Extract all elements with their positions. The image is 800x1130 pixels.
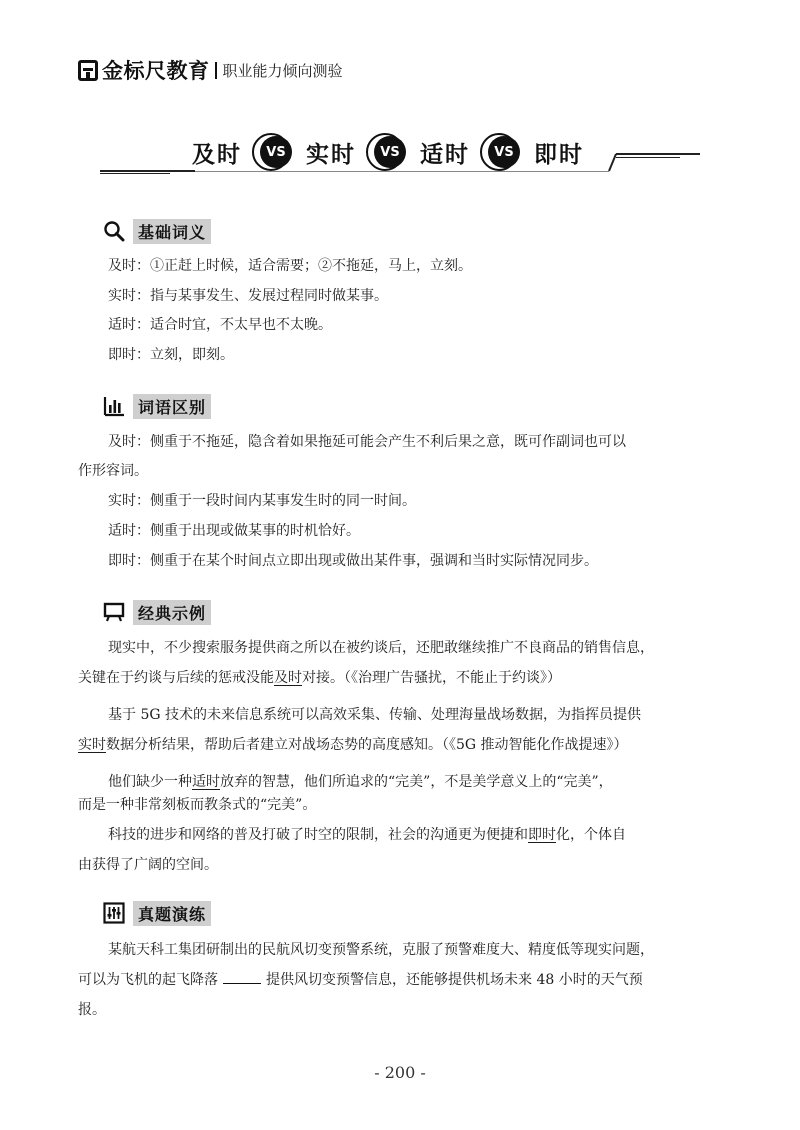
section-examples-title: 经典示例	[133, 600, 211, 625]
example-3-text-before: 他们缺少一种	[108, 774, 192, 790]
diff-line-2: 实时：侧重于一段时间内某事发生时的同一时间。	[108, 493, 416, 509]
basic-line-4: 即时：立刻，即刻。	[108, 347, 234, 363]
section-diff-title: 词语区别	[133, 394, 211, 419]
title-rule-left-thin	[100, 173, 170, 174]
title-rule-right-thin	[616, 157, 680, 158]
example-2-line-2	[78, 735, 628, 755]
practice-text-before: 可以为飞机的起飞降落	[78, 972, 218, 988]
diff-line-3: 适时：侧重于出现或做某事的时机恰好。	[108, 523, 360, 539]
basic-line-3: 适时：适合时宜，不太早也不太晚。	[108, 317, 332, 333]
basic-line-2: 实时：指与某事发生、发展过程同时做某事。	[108, 288, 388, 304]
section-practice-title: 真题演练	[133, 901, 211, 926]
diff-line-1: 及时：侧重于不拖延，隐含着如果拖延可能会产生不利后果之意，既可作副词也可以	[108, 434, 626, 450]
title-underline	[195, 171, 609, 172]
example-2-line-1: 基于 5G 技术的未来信息系统可以高效采集、传输、处理海量战场数据，为指挥员提供	[108, 707, 641, 723]
practice-line-3: 报。	[78, 1002, 106, 1018]
example-1-line-2	[78, 668, 561, 688]
magnifier-icon	[103, 220, 125, 242]
vs-badge-2	[366, 133, 412, 171]
answer-blank	[223, 970, 261, 984]
vs-label: VS	[260, 136, 292, 168]
example-4-line-1	[108, 825, 626, 845]
example-4-text-after: 化，个体自	[556, 827, 626, 843]
title-rule-left	[100, 170, 195, 172]
section-basic-heading	[103, 218, 211, 244]
title-band	[100, 127, 700, 182]
example-3-keyword: 适时	[192, 774, 220, 790]
example-3-line-2: 而是一种非常刻板而教条式的“完美”。	[78, 797, 317, 813]
presentation-board-icon	[103, 601, 125, 623]
example-3-text-after: 放弃的智慧，他们所追求的“完美”，不是美学意义上的“完美”，	[220, 774, 613, 790]
example-1-text-before: 关键在于约谈与后续的惩戒没能	[78, 670, 274, 686]
example-2-text-after: 数据分析结果，帮助后者建立对战场态势的高度感知。（《5G 推动智能化作战提速》）	[106, 737, 628, 753]
example-4-text-before: 科技的进步和网络的普及打破了时空的限制，社会的沟通更为便捷和	[108, 827, 528, 843]
page-number: - 200 -	[374, 1063, 426, 1082]
example-4-keyword: 即时	[528, 827, 556, 843]
section-basic-title: 基础词义	[133, 219, 211, 244]
vs-label: VS	[488, 136, 520, 168]
bar-chart-icon	[103, 395, 125, 417]
example-1-keyword: 及时	[274, 670, 302, 686]
title-word-2: 实时	[306, 140, 356, 168]
practice-line-1: 某航天科工集团研制出的民航风切变预警系统，克服了预警难度大、精度低等现实问题，	[108, 942, 654, 958]
basic-line-1: 及时：①正赶上时候，适合需要；②不拖延，马上，立刻。	[108, 258, 472, 274]
example-2-keyword: 实时	[78, 737, 106, 753]
diff-line-1-cont: 作形容词。	[78, 463, 148, 479]
section-examples-heading	[103, 599, 211, 625]
page-header	[78, 57, 343, 83]
brand-name: 金标尺教育	[102, 59, 210, 83]
vs-badge-3	[480, 133, 526, 171]
title-word-4: 即时	[534, 140, 584, 168]
header-divider	[215, 62, 217, 79]
example-1-line-1: 现实中，不少搜索服务提供商之所以在被约谈后，还肥敢继续推广不良商品的销售信息，	[108, 640, 654, 656]
example-4-line-2: 由获得了广阔的空间。	[78, 857, 218, 873]
brand-logo-icon	[78, 60, 98, 81]
section-practice-heading	[103, 900, 211, 926]
example-1-text-after: 对接。（《治理广告骚扰，不能止于约谈》）	[302, 670, 561, 686]
practice-line-2	[78, 970, 643, 990]
section-diff-heading	[103, 393, 211, 419]
title-words	[192, 133, 584, 171]
diff-line-4: 即时：侧重于在某个时间点立即出现或做出某件事，强调和当时实际情况同步。	[108, 553, 598, 569]
practice-text-after: 提供风切变预警信息，还能够提供机场未来 48 小时的天气预	[266, 972, 643, 988]
vs-label: VS	[374, 136, 406, 168]
example-3-line-1	[108, 772, 613, 792]
sliders-icon	[103, 902, 125, 924]
vs-badge-1	[252, 133, 298, 171]
title-slant-connector	[600, 153, 618, 172]
title-word-1: 及时	[192, 140, 242, 168]
brand-logo	[78, 55, 210, 85]
title-word-3: 适时	[420, 140, 470, 168]
header-subtitle: 职业能力倾向测验	[222, 61, 343, 80]
title-rule-right	[616, 153, 700, 155]
